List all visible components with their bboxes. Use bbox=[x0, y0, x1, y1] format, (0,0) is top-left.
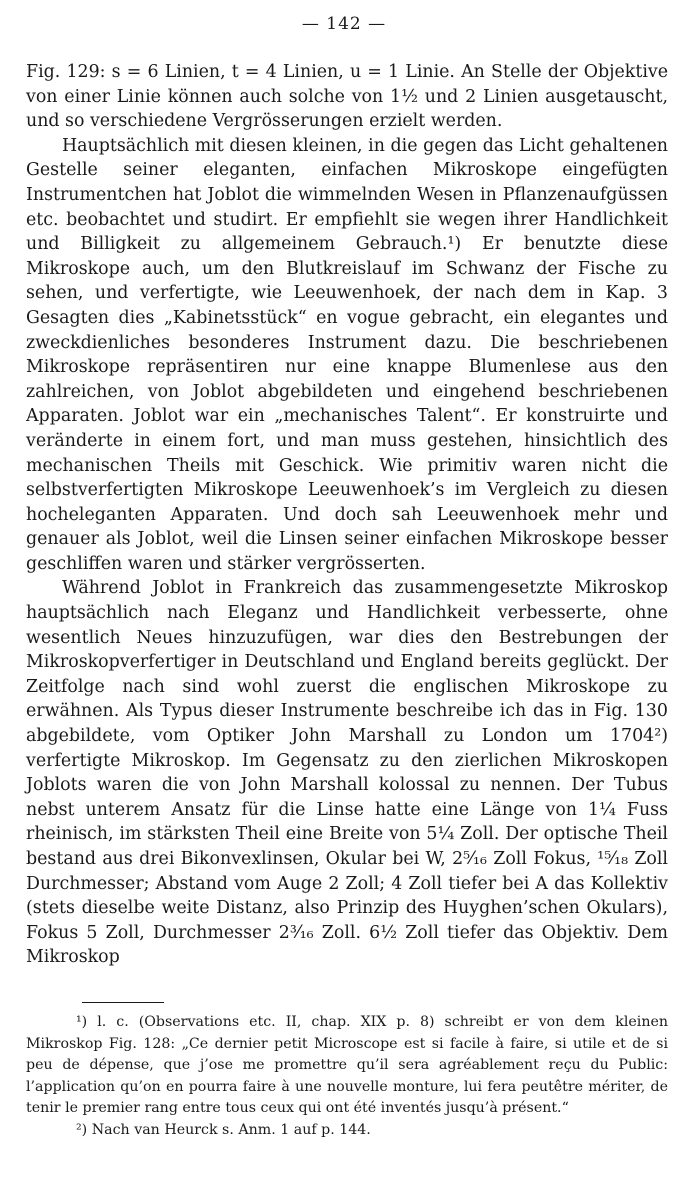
paragraph-fig-129-continuation: Fig. 129: s = 6 Linien, t = 4 Linien, u = 1 Linie. An Stelle der Objektive von einer Linie können auch solche von 1½ und 2 Linien ausgetauscht, und so verschiedene Vergrösserungen erzielt werden. bbox=[26, 62, 668, 132]
paragraph-marshall: Während Joblot in Frankreich das zusammengesetzte Mikroskop hauptsächlich nach Eleganz und Handlichkeit verbesserte, ohne wesentlich Neues hinzuzufügen, war dies den Bestrebungen der Mikroskopverfertiger in Deutschland und England bereits geglückt. Der Zeitfolge nach sind wohl zuerst die englischen Mikroskope zu erwähnen. Als Typus dieser Instrumente beschreibe ich das in Fig. 130 abgebildete, vom Optiker John Marshall zu London um 1704²) verfertigte Mikroskop. Im Gegensatz zu den zierlichen Mikroskopen Joblots waren die von John Marshall kolossal zu nennen. Der Tubus nebst unterem Ansatz für die Linse hatte eine Länge von 1¼ Fuss rheinisch, im stärksten Theil eine Breite von 5¼ Zoll. Der optische Theil bestand aus drei Bikonvexlinsen, Okular bei W, 2⁵⁄₁₆ Zoll Fokus, ¹⁵⁄₁₈ Zoll Durchmesser; Abstand vom Auge 2 Zoll; 4 Zoll tiefer bei A das Kollektiv (stets dieselbe weite Distanz, also Prinzip des Huyghen’schen Okulars), Fokus 5 Zoll, Durchmesser 2³⁄₁₆ Zoll. 6½ Zoll tiefer das Objektiv. Dem Mikroskop bbox=[26, 578, 668, 968]
page-number: — 142 — bbox=[301, 14, 387, 34]
footnote-divider bbox=[82, 1002, 164, 1003]
body-text bbox=[26, 60, 668, 970]
footnotes bbox=[26, 1012, 668, 1141]
footnote-2: ²) Nach van Heurck s. Anm. 1 auf p. 144. bbox=[76, 1121, 371, 1138]
paragraph-joblot: Hauptsächlich mit diesen kleinen, in die gegen das Licht gehaltenen Gestelle seiner eleganten, einfachen Mikroskope eingefügten Instrumentchen hat Joblot die wimmelnden Wesen in Pflanzenaufgüssen etc. beobachtet und studirt. Er empfiehlt sie wegen ihrer Handlichkeit und Billigkeit zu allgemeinem Gebrauch.¹) Er benutzte diese Mikroskope auch, um den Blutkreislauf im Schwanz der Fische zu sehen, und verfertigte, wie Leeuwenhoek, der nach dem in Kap. 3 Gesagten dies „Kabinetsstück“ en vogue gebracht, ein elegantes und zweckdienliches besonderes Instrument dazu. Die beschriebenen Mikroskope repräsentiren nur eine knappe Blumenlese aus den zahlreichen, von Joblot abgebildeten und eingehend beschriebenen Apparaten. Joblot war ein „mechanisches Talent“. Er konstruirte und veränderte in einem fort, und man muss gestehen, hinsichtlich des mechanischen Theils mit Geschick. Wie primitiv waren nicht die selbstverfertigten Mikroskope Leeuwenhoek’s im Vergleich zu diesen hocheleganten Apparaten. Und doch sah Leeuwenhoek mehr und genauer als Joblot, weil die Linsen seiner einfachen Mikroskope besser geschliffen waren und stärker vergrösserten. bbox=[26, 135, 668, 574]
footnote-1: ¹) l. c. (Observations etc. II, chap. XIX p. 8) schreibt er von dem kleinen Mikroskop Fig. 128: „Ce dernier petit Microscope est si facile à faire, si utile et de si peu de dépense, que j’ose me promettre qu’il sera agréablement reçu du Public: l’application qu’on en pourra faire à une nouvelle monture, lui fera peutêtre mériter, de tenir le premier rang entre tous ceux qui ont été inventés jusqu’à présent.“ bbox=[26, 1014, 668, 1116]
